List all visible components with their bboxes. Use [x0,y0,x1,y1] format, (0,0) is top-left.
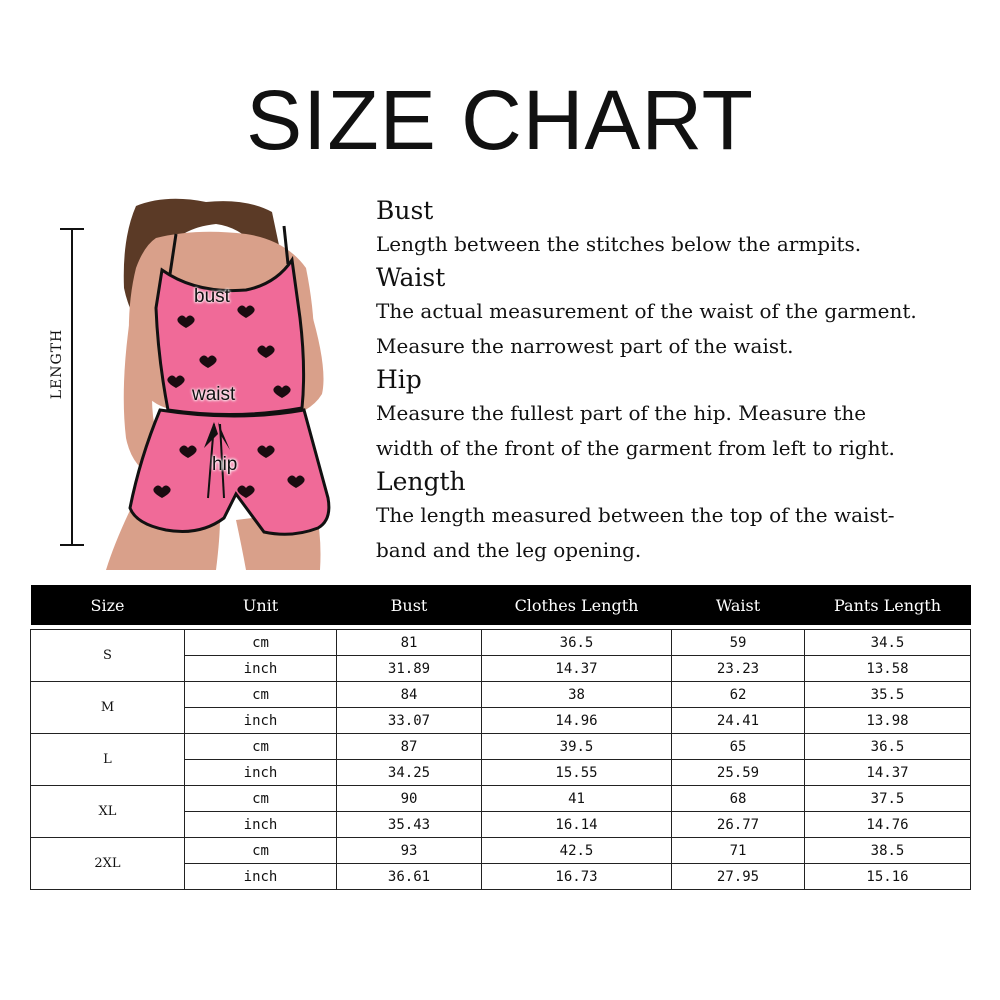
clothes-length-cell: 38 [482,682,672,708]
waist-cell: 62 [672,682,805,708]
hip-tag: hip [212,454,238,475]
size-cell: XL [31,786,185,838]
length-indicator-bottom [60,544,84,546]
clothes-length-cell: 41 [482,786,672,812]
header-size: Size [31,585,185,625]
page-title: SIZE CHART [246,73,754,167]
table-row [31,734,971,760]
clothes-length-cell: 42.5 [482,838,672,864]
header-bust: Bust [337,585,482,625]
unit-cell: inch [185,708,337,734]
pants-length-cell: 38.5 [805,838,971,864]
unit-cell: cm [185,682,337,708]
clothes-length-cell: 36.5 [482,630,672,656]
unit-cell: inch [185,656,337,682]
size-cell: M [31,682,185,734]
unit-cell: cm [185,838,337,864]
pants-length-cell: 14.37 [805,760,971,786]
pants-length-cell: 13.98 [805,708,971,734]
unit-cell: inch [185,864,337,890]
hip-description-line-2: width of the front of the garment from left to right. [376,436,895,460]
table-row [31,630,971,656]
pants-length-cell: 13.58 [805,656,971,682]
bust-cell: 34.25 [337,760,482,786]
bust-cell: 33.07 [337,708,482,734]
waist-cell: 26.77 [672,812,805,838]
clothes-length-cell: 14.96 [482,708,672,734]
length-indicator-line [71,228,73,546]
bust-heading: Bust [376,196,434,225]
bust-cell: 36.61 [337,864,482,890]
waist-cell: 68 [672,786,805,812]
bust-cell: 84 [337,682,482,708]
bust-cell: 93 [337,838,482,864]
waist-cell: 71 [672,838,805,864]
clothes-length-cell: 39.5 [482,734,672,760]
unit-cell: cm [185,786,337,812]
bust-tag: bust [194,286,230,307]
waist-cell: 59 [672,630,805,656]
header-clothes-length: Clothes Length [482,585,672,625]
garment-illustration [96,198,358,570]
unit-cell: inch [185,760,337,786]
hip-description-line-1: Measure the fullest part of the hip. Measure the [376,401,867,425]
waist-cell: 24.41 [672,708,805,734]
waist-cell: 27.95 [672,864,805,890]
pants-length-cell: 36.5 [805,734,971,760]
pants-length-cell: 37.5 [805,786,971,812]
clothes-length-cell: 16.73 [482,864,672,890]
table-row [31,682,971,708]
waist-tag: waist [192,384,236,405]
bust-cell: 31.89 [337,656,482,682]
hip-heading: Hip [376,365,422,394]
table-header-row [31,585,971,625]
size-cell: S [31,630,185,682]
waist-cell: 23.23 [672,656,805,682]
table-row [31,786,971,812]
waist-heading: Waist [376,263,446,292]
pants-length-cell: 35.5 [805,682,971,708]
waist-cell: 65 [672,734,805,760]
length-side-label: LENGTH [49,328,65,400]
unit-cell: cm [185,630,337,656]
size-cell: L [31,734,185,786]
length-description-line-1: The length measured between the top of the waist- [376,503,895,527]
bust-cell: 87 [337,734,482,760]
bust-cell: 81 [337,630,482,656]
size-table [30,585,971,890]
size-cell: 2XL [31,838,185,890]
bust-description: Length between the stitches below the armpits. [376,232,862,256]
unit-cell: cm [185,734,337,760]
measurement-descriptions [376,195,976,568]
length-heading: Length [376,467,466,496]
waist-description-line-1: The actual measurement of the waist of the garment. [376,299,917,323]
header-pants-length: Pants Length [805,585,971,625]
header-waist: Waist [672,585,805,625]
header-unit: Unit [185,585,337,625]
pants-length-cell: 15.16 [805,864,971,890]
clothes-length-cell: 16.14 [482,812,672,838]
unit-cell: inch [185,812,337,838]
waist-cell: 25.59 [672,760,805,786]
pants-length-cell: 34.5 [805,630,971,656]
clothes-length-cell: 14.37 [482,656,672,682]
pants-length-cell: 14.76 [805,812,971,838]
table-row [31,838,971,864]
clothes-length-cell: 15.55 [482,760,672,786]
bust-cell: 90 [337,786,482,812]
bust-cell: 35.43 [337,812,482,838]
length-description-line-2: band and the leg opening. [376,538,642,562]
waist-description-line-2: Measure the narrowest part of the waist. [376,334,794,358]
